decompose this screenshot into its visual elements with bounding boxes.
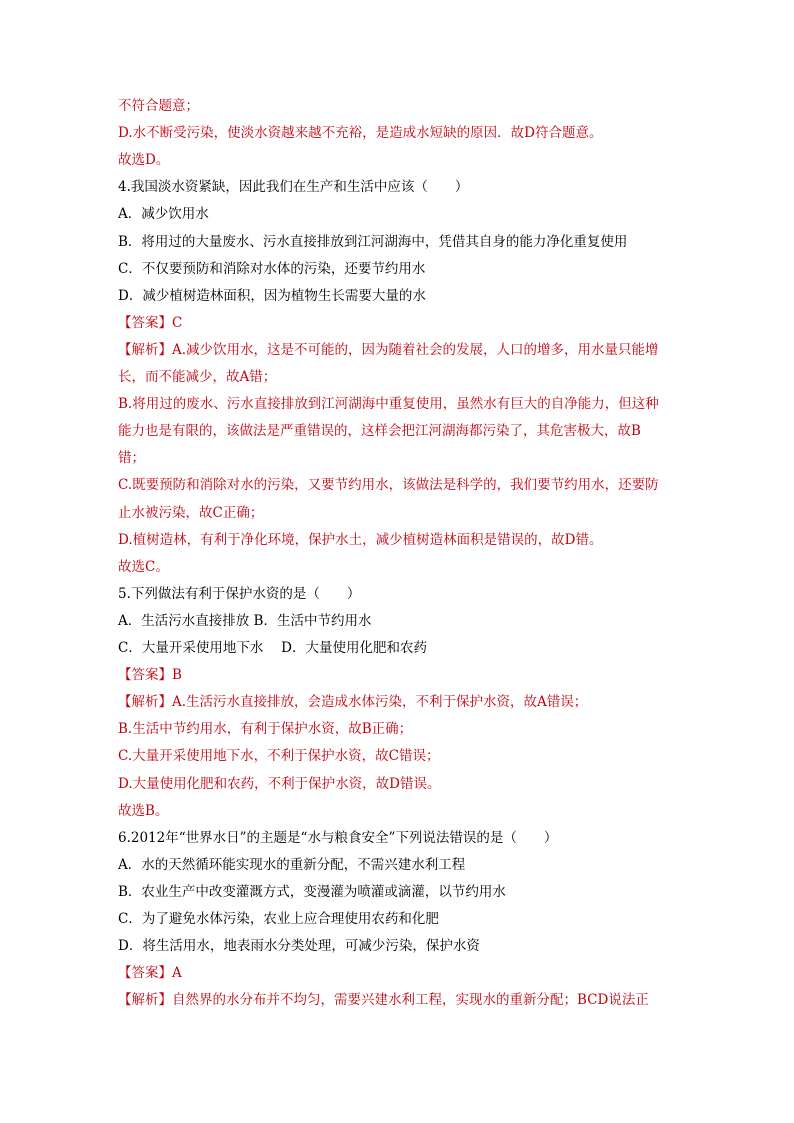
text-line: B.生活中节约用水，有利于保护水资，故B正确； <box>118 721 413 738</box>
text-line: C.大量开采使用地下水，不利于保护水资，故C错误； <box>118 748 440 765</box>
text-line: D.水不断受污染，使淡水资越来越不充裕，是造成水短缺的原因．故D符合题意。 <box>118 125 603 142</box>
text-line: 【答案】C <box>118 314 183 331</box>
text-line: 6.2012年“世界水日”的主题是“水与粮食安全”下列说法错误的是（ ） <box>118 829 558 846</box>
text-line: 故选D。 <box>118 152 170 169</box>
text-line: D．减少植树造林面积，因为植物生长需要大量的水 <box>118 287 426 304</box>
text-line: C.既要预防和消除对水的污染，又要节约用水，该做法是科学的，我们要节约用水，还要防 <box>118 477 659 494</box>
text-line: 不符合题意； <box>118 98 199 114</box>
text-line: 错； <box>118 450 145 467</box>
text-line: 【答案】B <box>118 667 182 684</box>
text-line: D.植树造林，有利于净化环境，保护水土，减少植树造林面积是错误的，故D错。 <box>118 531 603 548</box>
text-line: 【解析】A.减少饮用水，这是不可能的，因为随着社会的发展，人口的增多，用水量只能增 <box>118 341 659 358</box>
text-line: C．大量开采使用地下水 D．大量使用化肥和农药 <box>118 640 427 656</box>
text-line: C．为了避免水体污染，农业上应合理使用农药和化肥 <box>118 911 439 927</box>
text-line: 【解析】A.生活污水直接排放，会造成水体污染，不利于保护水资，故A错误； <box>118 694 588 711</box>
text-line: A．水的天然循环能实现水的重新分配，不需兴建水利工程 <box>118 856 466 873</box>
text-line: D.大量使用化肥和农药，不利于保护水资，故D错误。 <box>118 775 441 792</box>
text-line: 故选C。 <box>118 558 169 575</box>
text-line: 止水被污染，故C正确； <box>118 504 264 521</box>
text-line: B．将用过的大量废水、污水直接排放到江河湖海中，凭借其自身的能力净化重复使用 <box>118 233 628 250</box>
text-line: C．不仅要预防和消除对水体的污染，还要节约用水 <box>118 260 426 277</box>
text-line: B．农业生产中改变灌溉方式，变漫灌为喷灌或滴灌，以节约用水 <box>118 883 506 900</box>
text-line: B.将用过的废水、污水直接排放到江河湖海中重复使用，虽然水有巨大的自净能力，但这种 <box>118 396 659 413</box>
text-line: A．减少饮用水 <box>118 206 209 223</box>
text-line: 【答案】A <box>118 965 182 982</box>
text-line: 能力也是有限的，该做法是严重错误的，这样会把江河湖海都污染了，其危害极大，故B <box>118 423 641 440</box>
text-line: 【解析】自然界的水分布并不均匀，需要兴建水利工程，实现水的重新分配；BCD说法正 <box>118 992 649 1009</box>
text-line: 4.我国淡水资紧缺，因此我们在生产和生活中应该（ ） <box>118 179 469 196</box>
text-line: 故选B。 <box>118 802 169 819</box>
text-line: D．将生活用水，地表雨水分类处理，可减少污染，保护水资 <box>118 938 480 955</box>
text-line: 长，而不能减少，故A错； <box>118 369 277 385</box>
text-line: A．生活污水直接排放 B．生活中节约用水 <box>118 612 372 629</box>
text-line: 5.下列做法有利于保护水资的是（ ） <box>118 585 361 602</box>
